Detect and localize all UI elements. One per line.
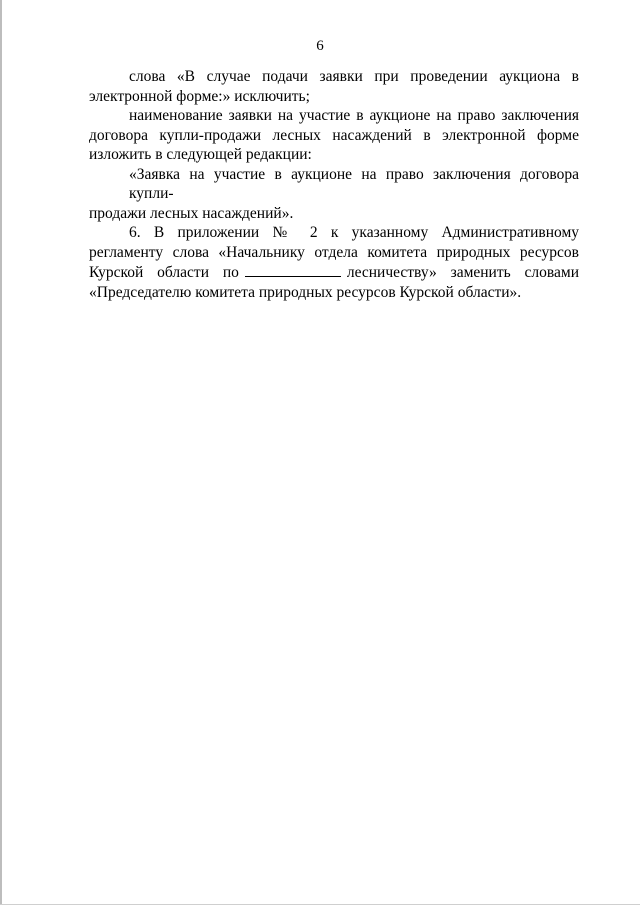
paragraph-1 — [89, 67, 579, 106]
paragraph-3 — [89, 165, 579, 224]
paragraph-2 — [89, 106, 579, 165]
text-line: слова «В случае подачи заявки при проведении аукциона в — [129, 68, 579, 85]
text-fragment: Курской области по — [89, 264, 239, 281]
text-line: «Заявка на участие в аукционе на право заключения договора купли- — [129, 165, 579, 202]
page-number: 6 — [316, 38, 324, 54]
text-line: наименование заявки на участие в аукционе на право заключения — [129, 107, 579, 124]
text-line: регламенту слова «Начальнику отдела комитета природных ресурсов — [89, 243, 579, 261]
text-fragment: лесничеству» заменить словами — [346, 264, 579, 281]
text-line: «Председателю комитета природных ресурсов Курской области». — [89, 283, 522, 301]
text-line: продажи лесных насаждений». — [89, 204, 294, 222]
document-body — [89, 67, 579, 302]
text-line: договора купли-продажи лесных насаждений в электронной форме — [89, 126, 579, 144]
text-line: электронной форме:» исключить; — [89, 87, 310, 105]
blank-field-underline — [245, 262, 341, 277]
text-line-with-blank — [89, 262, 579, 283]
text-line: 6. В приложении № 2 к указанному Административному — [129, 224, 579, 241]
paragraph-4 — [89, 223, 579, 302]
scan-edge-left — [0, 0, 2, 905]
text-line: изложить в следующей редакции: — [89, 146, 312, 163]
